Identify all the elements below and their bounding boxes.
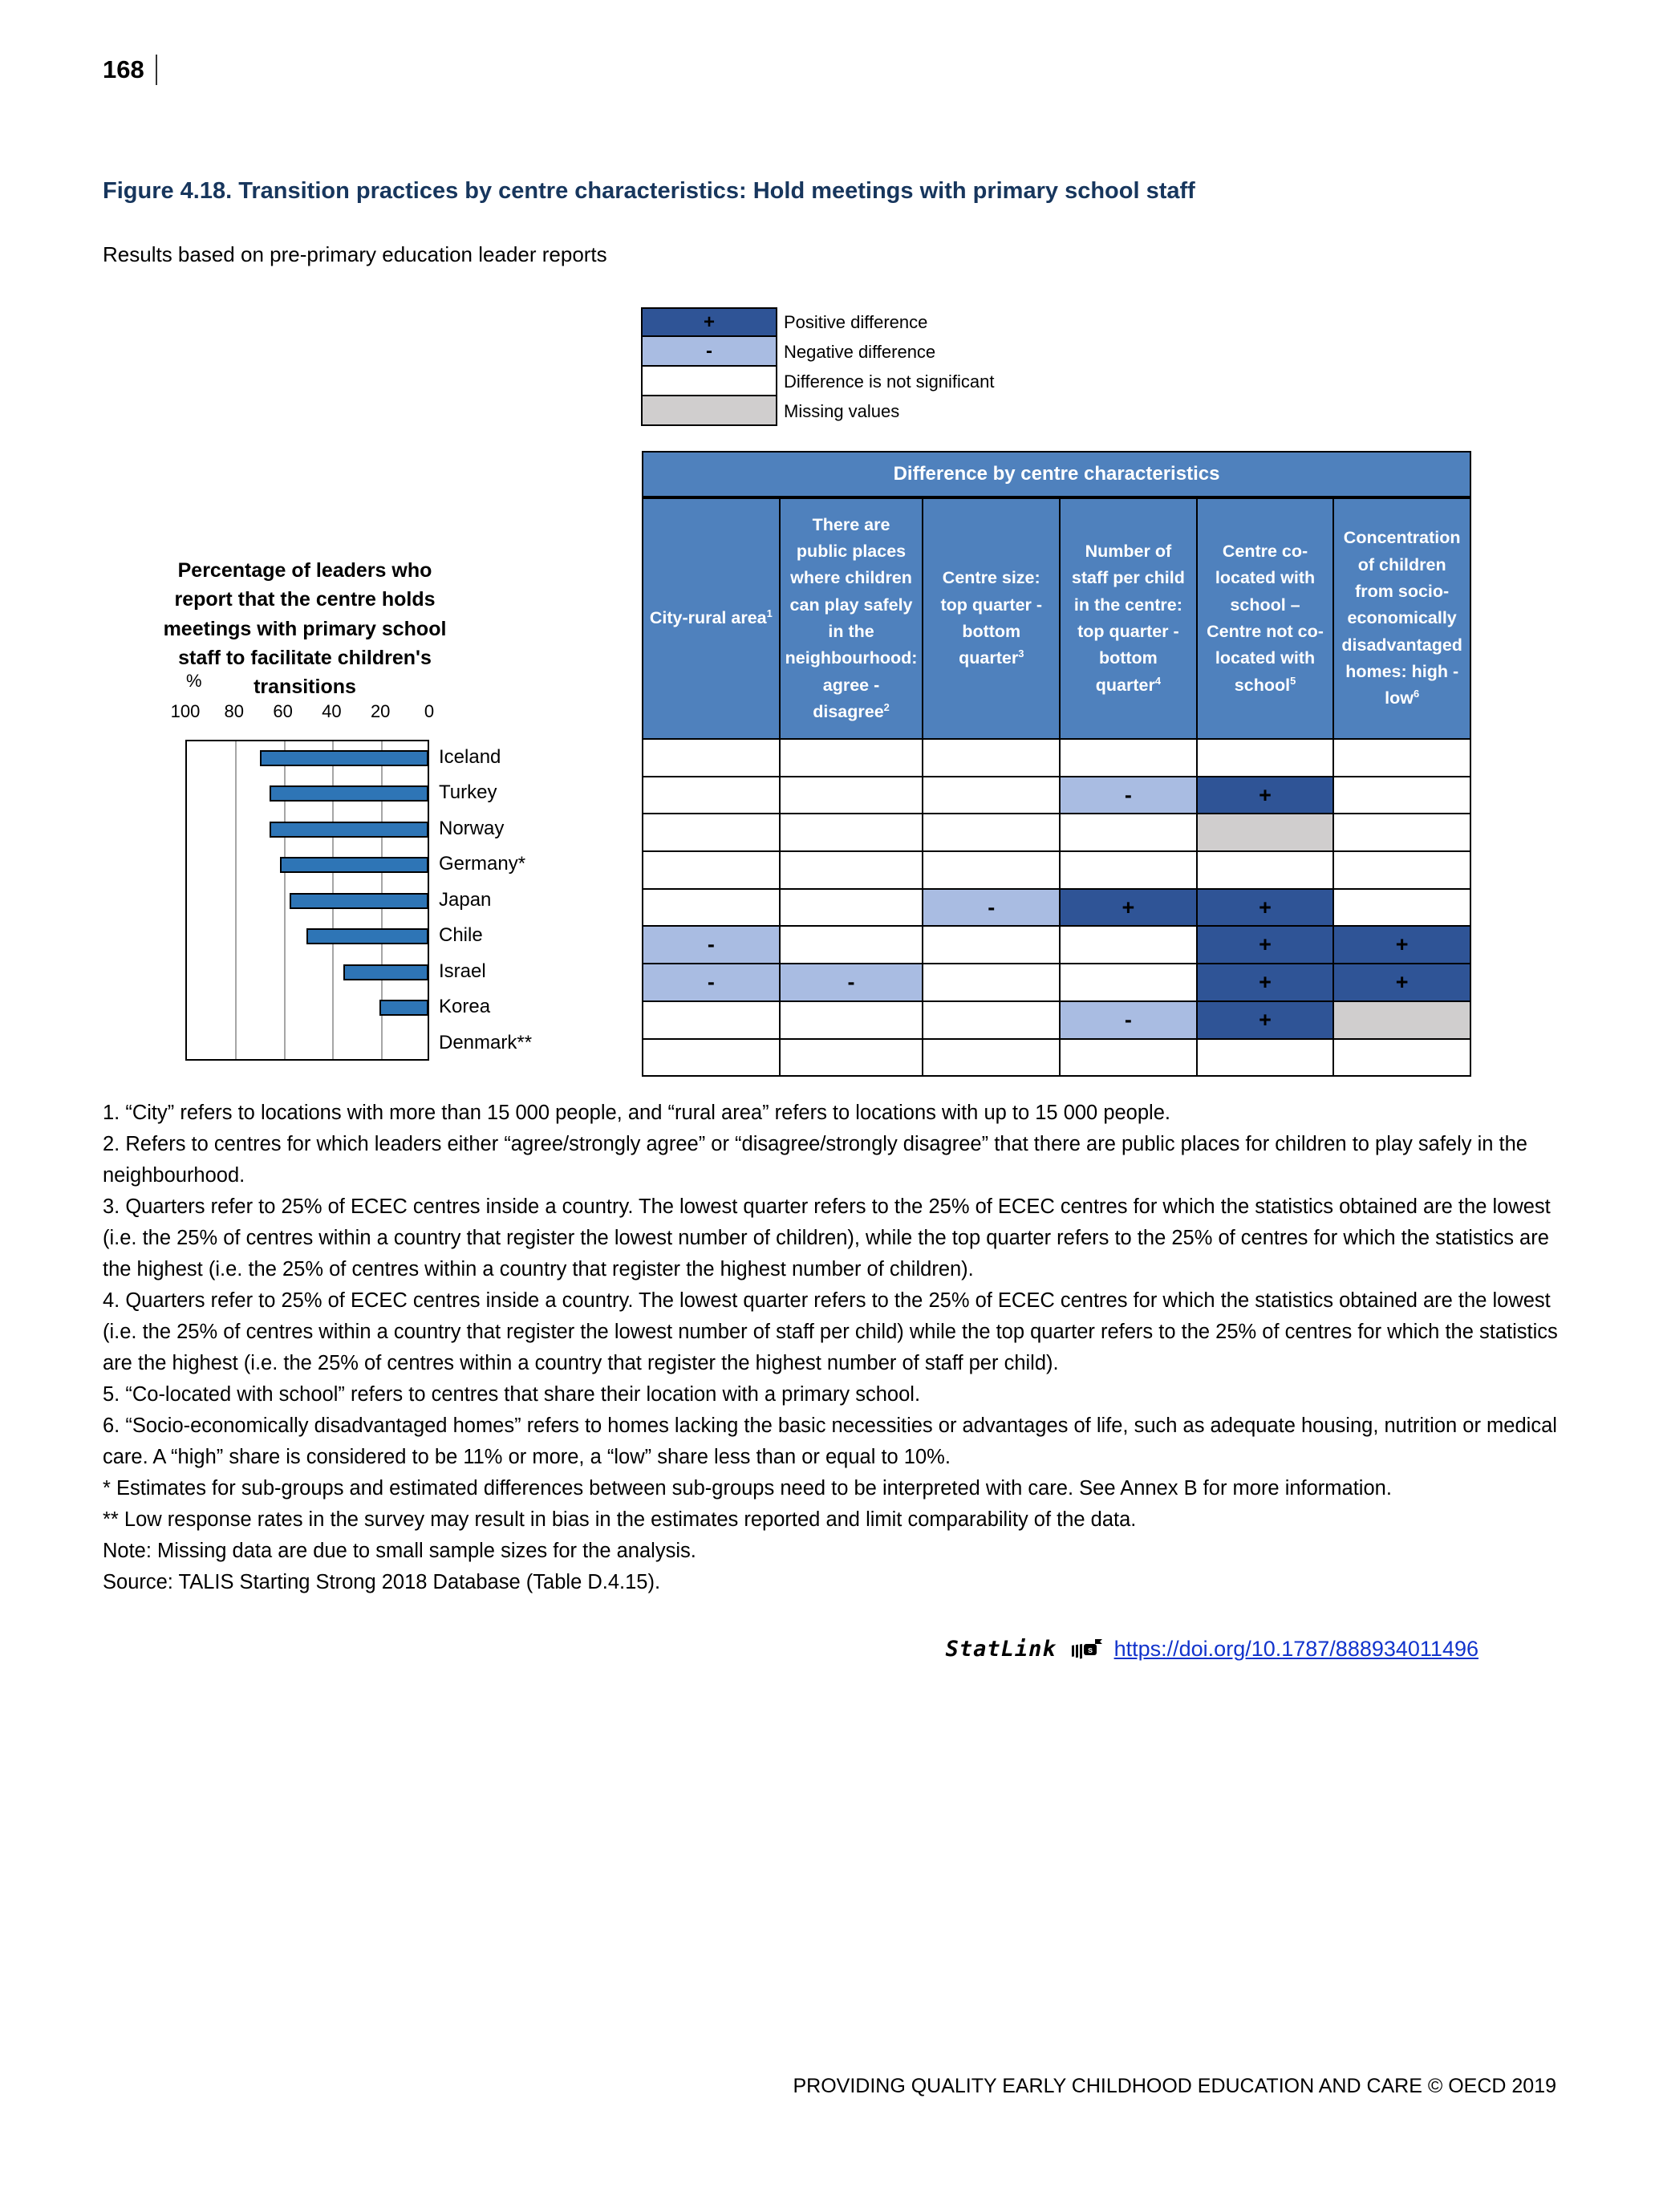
chart-title: Percentage of leaders who report that the centre holds meetings with primary school staff to facilitate children's transitions — [163, 559, 447, 698]
table-cell: + — [1334, 925, 1471, 963]
table-cell: + — [1198, 963, 1335, 1000]
table-cell — [923, 813, 1061, 850]
country-label: Korea — [439, 996, 491, 1018]
legend-swatch — [641, 365, 777, 396]
country-label: Chile — [439, 924, 483, 947]
table-cell — [1061, 925, 1198, 963]
legend-label: Missing values — [784, 400, 900, 421]
table-cell — [781, 813, 924, 850]
table-cell: - — [1061, 1000, 1198, 1038]
page-footer: PROVIDING QUALITY EARLY CHILDHOOD EDUCATION AND CARE © OECD 2019 — [793, 2075, 1556, 2097]
table-cell — [923, 776, 1061, 814]
table-cell — [781, 738, 924, 776]
table-cell: + — [1198, 925, 1335, 963]
table-banner: Difference by centre characteristics — [642, 451, 1471, 497]
table-cell: + — [1198, 888, 1335, 926]
table-cell — [1334, 813, 1471, 850]
country-label: Norway — [439, 817, 505, 839]
table-cell — [781, 925, 924, 963]
table-cell: - — [643, 963, 781, 1000]
legend-label: Difference is not significant — [784, 371, 995, 392]
table-cell — [923, 1038, 1061, 1076]
table-cell — [1061, 813, 1198, 850]
table-cell — [643, 776, 781, 814]
chart-unit-label: % — [186, 671, 202, 691]
note-line: 6. “Socio-economically disadvantaged homes” refers to homes lacking the basic necessities or advantages of life, such as adequate housing, nutrition or medical care. A “high” share is considered to be 11% or more, a “low” share less than or equal to 10%. — [103, 1414, 1557, 1468]
statlink-icon — [1071, 1638, 1103, 1662]
table-cell — [1061, 1038, 1198, 1076]
figure-notes — [103, 1098, 1561, 1598]
legend-item — [641, 367, 995, 396]
table-cell — [1198, 738, 1335, 776]
chart-bar — [290, 893, 428, 909]
table-cell — [643, 1000, 781, 1038]
axis-tick-label: 100 — [170, 701, 201, 721]
country-label: Iceland — [439, 746, 501, 768]
axis-tick-label: 0 — [424, 701, 435, 721]
note-line: 4. Quarters refer to 25% of ECEC centres inside a country. The lowest quarter refers to the 25% of ECEC centres for which the statistics obtained are the lowest (i.e. the 25% of centres within a country that register the lowest number of staff per child) while the top quarter refers to the 25% of centres for which the statistics are the highest (i.e. the 25% of centres within a country that register the highest number of staff per child). — [103, 1289, 1558, 1374]
table-cell: + — [1061, 888, 1198, 926]
table-cell — [781, 888, 924, 926]
country-label: Japan — [439, 888, 492, 911]
chart-plot-area — [185, 740, 429, 1061]
table-cell — [1198, 813, 1335, 850]
country-label: Turkey — [439, 781, 497, 804]
country-label: Israel — [439, 960, 486, 982]
legend-item — [641, 307, 995, 337]
statlink-line — [946, 1637, 1478, 1662]
table-cell — [643, 888, 781, 926]
axis-tick-label: 60 — [273, 701, 293, 721]
table-cell — [1061, 850, 1198, 888]
table-cell — [643, 738, 781, 776]
table-cell — [1334, 738, 1471, 776]
legend-swatch: + — [641, 307, 777, 337]
chart-bar — [260, 750, 428, 766]
statlink-url[interactable]: https://doi.org/10.1787/888934011496 — [1113, 1637, 1478, 1661]
legend-item — [641, 337, 995, 367]
table-cell — [643, 813, 781, 850]
chart-bar — [343, 964, 428, 980]
table-cell — [1334, 850, 1471, 888]
table-cell — [781, 850, 924, 888]
table-cell — [781, 776, 924, 814]
table-cell — [1334, 776, 1471, 814]
table-cell — [923, 1000, 1061, 1038]
legend — [641, 307, 995, 426]
table-cell — [781, 1038, 924, 1076]
table-grid — [642, 497, 1471, 1077]
figure-subtitle: Results based on pre-primary education leader reports — [103, 242, 607, 266]
table-cell — [1061, 738, 1198, 776]
table-cell — [1334, 888, 1471, 926]
column-header: Concentration of children from socio-economically disadvantaged homes: high - low$^6$ — [1334, 497, 1471, 738]
table-cell — [1198, 850, 1335, 888]
column-header: Centre co-located with school – Centre not co-located with school$^5$ — [1198, 497, 1335, 738]
legend-swatch: - — [641, 335, 777, 367]
table-cell — [781, 1000, 924, 1038]
table-cell: - — [781, 963, 924, 1000]
country-label: Germany* — [439, 853, 526, 875]
chart-bar — [306, 928, 428, 944]
chart-bar — [270, 785, 428, 802]
table-cell: - — [923, 888, 1061, 926]
legend-item — [641, 396, 995, 426]
chart-bar — [280, 857, 428, 873]
note-line: 2. Refers to centres for which leaders either “agree/strongly agree” or “disagree/strongly disagree” that there are public places for children to play safely in the neighbourhood. — [103, 1133, 1527, 1187]
table-cell — [1198, 1038, 1335, 1076]
table-cell — [923, 925, 1061, 963]
table-cell: + — [1198, 1000, 1335, 1038]
country-label: Denmark** — [439, 1031, 533, 1053]
table-cell: + — [1198, 776, 1335, 814]
axis-tick-label: 80 — [224, 701, 245, 721]
axis-tick-label: 20 — [370, 701, 391, 721]
note-line: ** Low response rates in the survey may result in bias in the estimates reported and limit comparability of the data. — [103, 1508, 1137, 1531]
chart-bar — [270, 822, 428, 838]
legend-label: Positive difference — [784, 311, 928, 332]
page-number-divider — [156, 55, 157, 85]
note-line: 1. “City” refers to locations with more than 15 000 people, and “rural area” refers to locations with up to 15 000 people. — [103, 1102, 1170, 1124]
column-header: City-rural area$^1$ — [643, 497, 781, 738]
note-line: Note: Missing data are due to small sample sizes for the analysis. — [103, 1540, 696, 1562]
legend-swatch — [641, 395, 777, 426]
table-cell — [923, 738, 1061, 776]
gridline — [235, 741, 237, 1059]
table-cell: - — [643, 925, 781, 963]
legend-label: Negative difference — [784, 341, 936, 362]
table-cell — [1334, 1000, 1471, 1038]
table-cell — [923, 850, 1061, 888]
table-cell — [643, 1038, 781, 1076]
table-cell — [923, 963, 1061, 1000]
note-line: * Estimates for sub-groups and estimated differences between sub-groups need to be interpreted with care. See Annex B for more information. — [103, 1477, 1392, 1500]
table-cell: - — [1061, 776, 1198, 814]
axis-tick-label: 40 — [322, 701, 342, 721]
difference-table — [642, 451, 1471, 1077]
table-cell — [643, 850, 781, 888]
column-header: Number of staff per child in the centre: top quarter - bottom quarter$^4$ — [1061, 497, 1198, 738]
figure-title: Figure 4.18. Transition practices by centre characteristics: Hold meetings with primary school staff — [103, 178, 1195, 204]
note-line: 3. Quarters refer to 25% of ECEC centres inside a country. The lowest quarter refers to the 25% of ECEC centres for which the statistics obtained are the lowest (i.e. the 25% of centres within a country that register the lowest number of children), while the top quarter refers to the 25% of centres for which the statistics are the highest (i.e. the 25% of centres within a country that register the highest number of children). — [103, 1195, 1551, 1281]
note-line: 5. “Co-located with school” refers to centres that share their location with a primary school. — [103, 1383, 921, 1406]
column-header: Centre size: top quarter - bottom quarter$^3$ — [923, 497, 1061, 738]
table-cell — [1061, 963, 1198, 1000]
column-header: There are public places where children can play safely in the neighbourhood: agree - disagree$^2$ — [781, 497, 924, 738]
table-cell — [1334, 1038, 1471, 1076]
page-number-text: 168 — [103, 55, 144, 83]
note-line: Source: TALIS Starting Strong 2018 Database (Table D.4.15). — [103, 1571, 661, 1593]
chart-bar — [379, 1000, 428, 1016]
svg-text:s: s — [1087, 1645, 1093, 1655]
page-number — [103, 55, 157, 85]
statlink-label: StatLink — [945, 1637, 1057, 1662]
table-cell: + — [1334, 963, 1471, 1000]
